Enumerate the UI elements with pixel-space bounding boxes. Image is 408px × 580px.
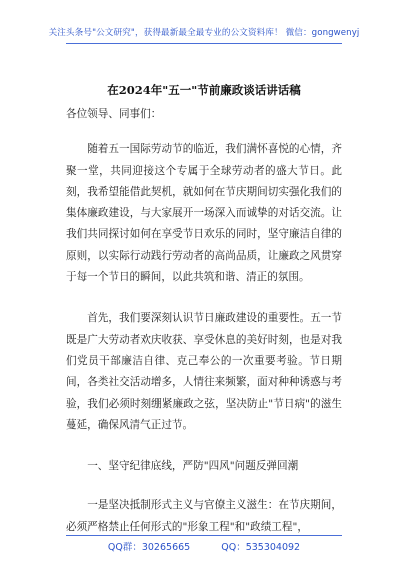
paragraph-1: 随着五一国际劳动节的临近，我们满怀喜悦的心情，齐聚一堂，共同迎接这个专属于全球劳动者的盛大节日。此刻，我希望能借此契机，就如何在节庆期间切实强化我们的集体廉政建设，与大家展开一场深入而诚挚的对话交流。让我们共同探讨如何在享受节日欢乐的同时，坚守廉洁自律的原则，以实际行动践行劳动者的高尚品质，让廉政之风贯穿于每一个节日的瞬间，以此共筑和谐、清正的氛围。 — [66, 143, 342, 284]
footer-contact — [0, 539, 408, 553]
section-heading: 一、坚守纪律底线，严防"四风"问题反弹回潮 — [87, 460, 299, 473]
paragraph-3: 一是坚决抵制形式主义与官僚主义滋生：在节庆期间，必须严格禁止任何形式的"形象工程"和"政绩工程"， — [66, 499, 342, 533]
footer-qq: QQ：535304092 — [221, 542, 301, 553]
footer-divider — [66, 535, 342, 536]
greeting: 各位领导、同事们： — [66, 108, 162, 120]
document-body — [66, 104, 342, 558]
document-title: 在2024年"五一"节前廉政谈话讲话稿 — [107, 83, 301, 97]
paragraph-2: 首先，我们要深刻认识节日廉政建设的重要性。五一节既是广大劳动者欢庆收获、享受休息的美好时刻，也是对我们党员干部廉洁自律、克己奉公的一次重要考验。节日期间，各类社交活动增多，人情往来频繁，面对种种诱惑与考验，我们必须时刻绷紧廉政之弦，坚决防止"节日病"的滋生蔓延，确保风清气正过节。 — [66, 312, 342, 431]
footer-qq-group: QQ群：30265665 — [107, 542, 191, 553]
header-divider — [66, 43, 342, 44]
header-note: 关注头条号"公文研究"，获得最新最全最专业的公文资料库！ 微信：gongwenyj — [48, 28, 360, 38]
